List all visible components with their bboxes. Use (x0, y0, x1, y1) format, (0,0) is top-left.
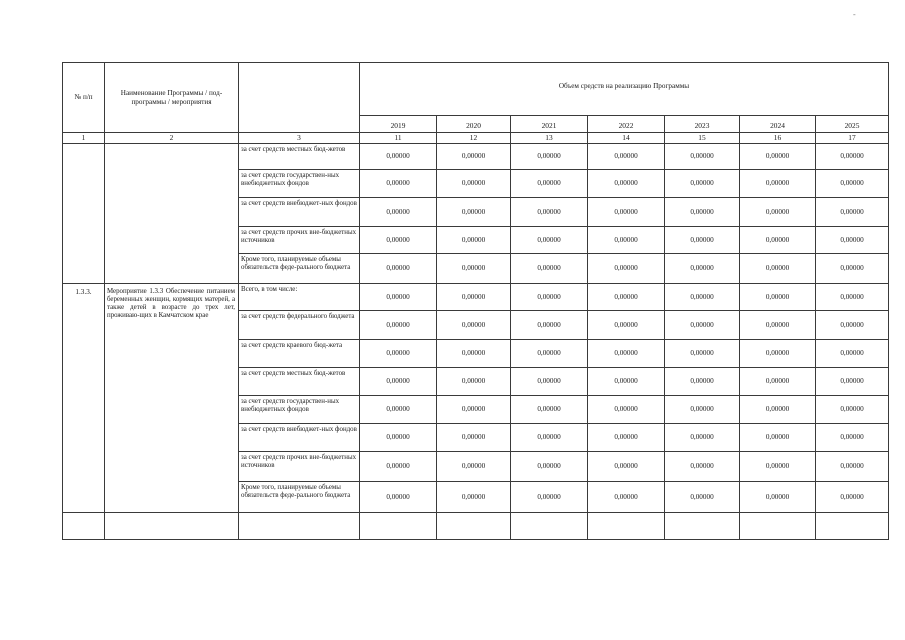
empty-cell (740, 513, 816, 540)
measure-code: 1.3.3. (63, 284, 105, 513)
funding-value: 0,00000 (740, 482, 816, 513)
funding-value: 0,00000 (740, 198, 816, 227)
funding-value: 0,00000 (511, 311, 588, 340)
column-number: 12 (437, 133, 511, 144)
column-number: 16 (740, 133, 816, 144)
funding-value: 0,00000 (437, 311, 511, 340)
column-number: 1 (63, 133, 105, 144)
year-header-2019: 2019 (360, 116, 437, 133)
funding-source-label: за счет средств местных бюд-жетов (239, 144, 360, 170)
funding-value: 0,00000 (665, 311, 740, 340)
funding-value: 0,00000 (588, 284, 665, 311)
funding-value: 0,00000 (511, 144, 588, 170)
funding-value: 0,00000 (437, 144, 511, 170)
funding-value: 0,00000 (588, 340, 665, 368)
funding-value: 0,00000 (588, 198, 665, 227)
prev-name-cell (105, 144, 239, 284)
funding-value: 0,00000 (360, 482, 437, 513)
funding-value: 0,00000 (816, 482, 889, 513)
funding-value: 0,00000 (816, 452, 889, 482)
empty-row (63, 513, 889, 540)
year-header-2025: 2025 (816, 116, 889, 133)
funding-value: 0,00000 (665, 198, 740, 227)
funding-value: 0,00000 (360, 170, 437, 198)
funding-value: 0,00000 (588, 254, 665, 284)
funding-value: 0,00000 (665, 452, 740, 482)
funding-value: 0,00000 (511, 284, 588, 311)
funding-value: 0,00000 (360, 254, 437, 284)
funding-source-label: Кроме того, планируемые объемы обязательств феде-рального бюджета (239, 482, 360, 513)
funding-value: 0,00000 (740, 311, 816, 340)
funding-value: 0,00000 (511, 368, 588, 396)
funding-value: 0,00000 (740, 424, 816, 452)
funding-value: 0,00000 (360, 452, 437, 482)
funding-value: 0,00000 (665, 144, 740, 170)
funding-value: 0,00000 (437, 368, 511, 396)
funding-value: 0,00000 (740, 284, 816, 311)
funding-value: 0,00000 (740, 396, 816, 424)
funding-value: 0,00000 (816, 254, 889, 284)
funding-value: 0,00000 (816, 198, 889, 227)
funding-value: 0,00000 (588, 482, 665, 513)
year-header-2023: 2023 (665, 116, 740, 133)
funding-value: 0,00000 (437, 170, 511, 198)
prev-code-cell (63, 144, 105, 284)
funding-value: 0,00000 (360, 311, 437, 340)
funding-value: 0,00000 (740, 368, 816, 396)
funding-value: 0,00000 (816, 368, 889, 396)
funding-value: 0,00000 (588, 396, 665, 424)
funding-source-label: за счет средств государствен-ных внебюджетных фондов (239, 170, 360, 198)
funding-value: 0,00000 (360, 284, 437, 311)
funding-source-label: за счет средств прочих вне-бюджетных источников (239, 227, 360, 254)
funding-value: 0,00000 (588, 170, 665, 198)
empty-cell (511, 513, 588, 540)
funding-value: 0,00000 (588, 144, 665, 170)
program-funding-table (62, 62, 889, 540)
funding-source-label: за счет средств прочих вне-бюджетных источников (239, 452, 360, 482)
funding-value: 0,00000 (665, 482, 740, 513)
funding-value: 0,00000 (360, 368, 437, 396)
column-number: 13 (511, 133, 588, 144)
funding-value: 0,00000 (816, 170, 889, 198)
funding-value: 0,00000 (740, 170, 816, 198)
funding-value: 0,00000 (740, 227, 816, 254)
funding-value: 0,00000 (816, 227, 889, 254)
funding-value: 0,00000 (360, 144, 437, 170)
funding-value: 0,00000 (360, 340, 437, 368)
measure-name: Мероприятие 1.3.3 Обеспечение питанием беременных женщин, кормящих матерей, а также детей в возрасте до трех лет, проживаю-щих в Камчатском крае (105, 284, 239, 513)
year-header-2022: 2022 (588, 116, 665, 133)
funding-value: 0,00000 (665, 424, 740, 452)
year-header-2021: 2021 (511, 116, 588, 133)
funding-value: 0,00000 (740, 452, 816, 482)
funding-source-label: за счет средств краевого бюд-жета (239, 340, 360, 368)
funding-value: 0,00000 (588, 227, 665, 254)
year-header-2020: 2020 (437, 116, 511, 133)
funding-value: 0,00000 (511, 396, 588, 424)
funding-source-label: Всего, в том числе: (239, 284, 360, 311)
funding-value: 0,00000 (511, 170, 588, 198)
funding-value: 0,00000 (511, 254, 588, 284)
column-number: 17 (816, 133, 889, 144)
funding-value: 0,00000 (740, 144, 816, 170)
column-number: 3 (239, 133, 360, 144)
funding-value: 0,00000 (665, 284, 740, 311)
column-number: 15 (665, 133, 740, 144)
funding-value: 0,00000 (816, 424, 889, 452)
funding-value: 0,00000 (511, 198, 588, 227)
column-number: 2 (105, 133, 239, 144)
funding-value: 0,00000 (816, 284, 889, 311)
funding-value: 0,00000 (816, 340, 889, 368)
funding-value: 0,00000 (665, 368, 740, 396)
funding-value: 0,00000 (437, 482, 511, 513)
funding-value: 0,00000 (588, 311, 665, 340)
empty-cell (816, 513, 889, 540)
funding-value: 0,00000 (437, 424, 511, 452)
funding-value: 0,00000 (437, 254, 511, 284)
funding-value: 0,00000 (511, 227, 588, 254)
funding-source-label: Кроме того, планируемые объемы обязательств феде-рального бюджета (239, 254, 360, 284)
funding-value: 0,00000 (816, 311, 889, 340)
year-header-2024: 2024 (740, 116, 816, 133)
funding-value: 0,00000 (665, 254, 740, 284)
funding-value: 0,00000 (360, 396, 437, 424)
funding-value: 0,00000 (665, 170, 740, 198)
empty-cell (360, 513, 437, 540)
table-row (63, 144, 889, 170)
funding-value: 0,00000 (437, 227, 511, 254)
funding-source-label: за счет средств государствен-ных внебюджетных фондов (239, 396, 360, 424)
funding-value: 0,00000 (665, 340, 740, 368)
empty-cell (665, 513, 740, 540)
empty-cell (63, 513, 105, 540)
funding-source-label: за счет средств местных бюд-жетов (239, 368, 360, 396)
header-volume: Объем средств на реализацию Программы (360, 63, 889, 116)
header-col-name: Наименование Программы / под-программы / мероприятия (105, 63, 239, 133)
funding-value: 0,00000 (437, 284, 511, 311)
funding-value: 0,00000 (511, 452, 588, 482)
funding-value: 0,00000 (437, 198, 511, 227)
header-col-num: № п/п (63, 63, 105, 133)
funding-value: 0,00000 (740, 340, 816, 368)
funding-value: 0,00000 (588, 368, 665, 396)
funding-value: 0,00000 (360, 198, 437, 227)
funding-value: 0,00000 (588, 424, 665, 452)
corner-mark: - (853, 10, 856, 19)
funding-value: 0,00000 (816, 144, 889, 170)
header-col-3 (239, 63, 360, 133)
funding-value: 0,00000 (360, 227, 437, 254)
funding-value: 0,00000 (816, 396, 889, 424)
empty-cell (105, 513, 239, 540)
funding-value: 0,00000 (588, 452, 665, 482)
empty-cell (588, 513, 665, 540)
funding-source-label: за счет средств федерального бюджета (239, 311, 360, 340)
funding-value: 0,00000 (665, 396, 740, 424)
funding-value: 0,00000 (437, 396, 511, 424)
empty-cell (239, 513, 360, 540)
funding-value: 0,00000 (511, 424, 588, 452)
funding-value: 0,00000 (437, 452, 511, 482)
funding-value: 0,00000 (511, 482, 588, 513)
table-row (63, 284, 889, 311)
funding-value: 0,00000 (360, 424, 437, 452)
funding-source-label: за счет средств внебюджет-ных фондов (239, 198, 360, 227)
funding-source-label: за счет средств внебюджет-ных фондов (239, 424, 360, 452)
column-number: 14 (588, 133, 665, 144)
funding-value: 0,00000 (740, 254, 816, 284)
funding-value: 0,00000 (511, 340, 588, 368)
empty-cell (437, 513, 511, 540)
funding-value: 0,00000 (665, 227, 740, 254)
funding-value: 0,00000 (437, 340, 511, 368)
column-number: 11 (360, 133, 437, 144)
